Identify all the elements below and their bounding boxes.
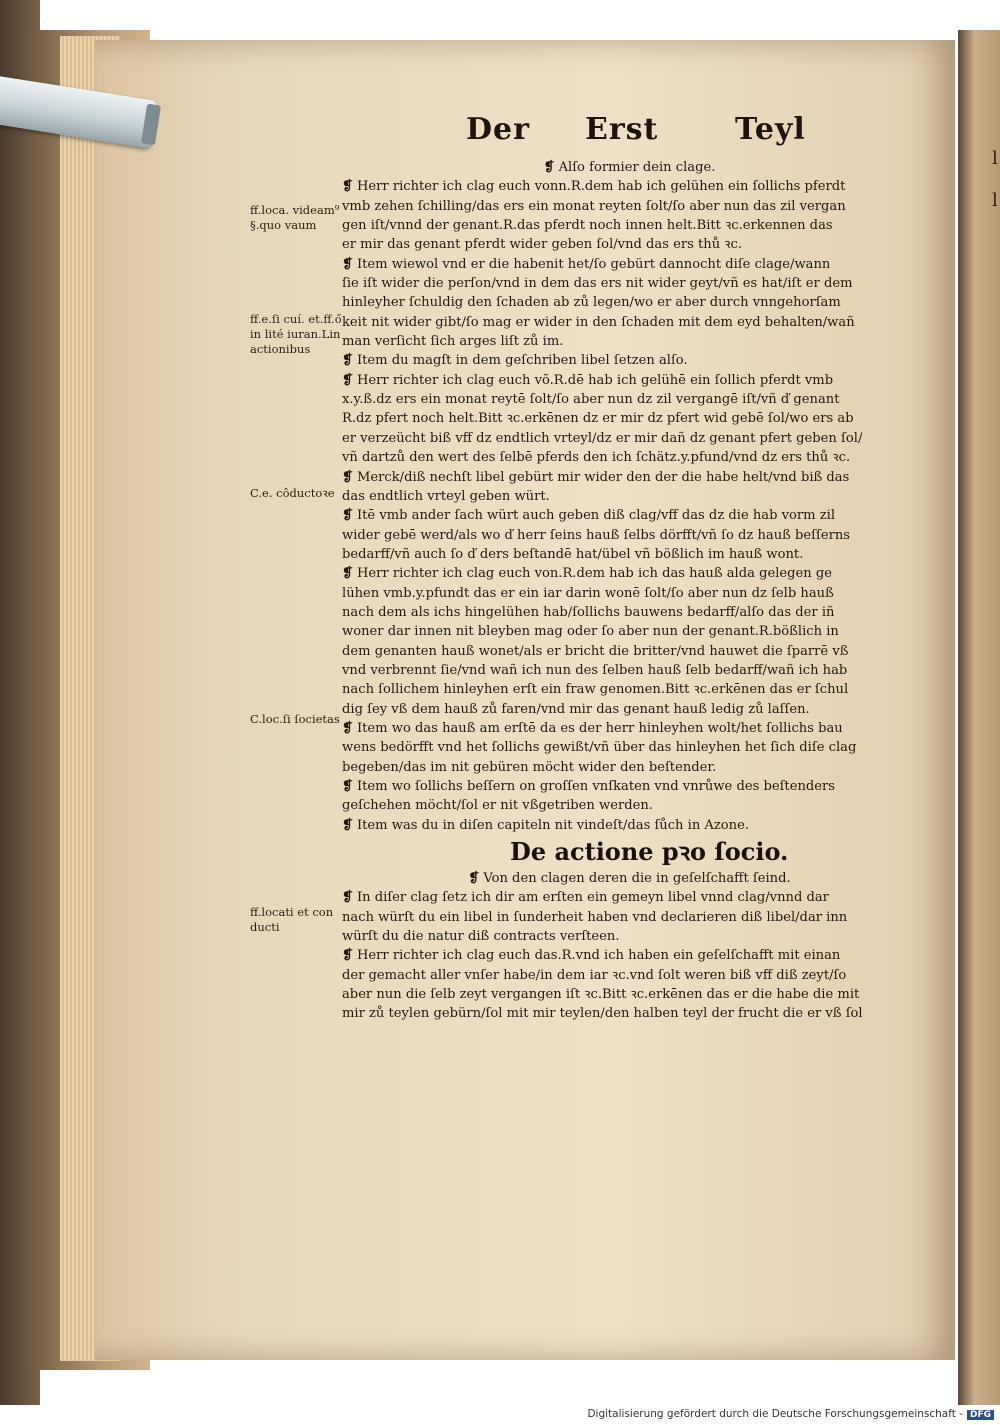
running-header-right: Teyl [735,112,806,147]
line-text: In diſer clag ſetz ich dir am erſten ein gemeyn libel vnnd clag/vnnd dar [356,890,829,906]
text-line [342,816,917,835]
line-text: Merck/diß nechſt libel gebürt mir wider den der die habe helt/vnd biß das [356,469,850,485]
text-line [342,661,917,680]
pilcrow-mark: ❡ [342,508,353,524]
line-text: Itē vmb ander ſach würt auch geben diß clag/vff das dz die hab vorm zil [356,508,836,524]
line-text: hinleyher ſchuldig den ſchaden ab zů legen/wo er aber durch vnngehorſam [342,295,841,311]
line-text: Herr richter ich clag euch von.R.dem hab ich das hauß alda gelegen ge [356,566,832,582]
text-line [342,158,917,177]
pilcrow-mark: ❡ [342,890,353,906]
text-line [342,758,917,777]
line-text: Item wiewol vnd er die habenit het/ſo gebürt dannocht diſe clage/wann [356,256,831,272]
text-line [342,409,917,428]
text-line [342,700,917,719]
text-line [342,545,917,564]
line-text: gen iſt/vnnd der genant.R.das pferdt noch innen helt.Bitt ꝛc.erkennen das [342,218,833,234]
text-line [342,429,917,448]
text-line [342,313,917,332]
pilcrow-mark: ❡ [342,566,353,582]
text-line [342,927,917,946]
pilcrow-mark: ❡ [342,372,353,388]
pilcrow-mark: ❡ [468,871,480,887]
margin-note: C.e. côductoꝛe [250,486,335,500]
line-text: vmb zehen ſchilling/das ers ein monat reyten ſolt/ſo aber nun das zil vergan [342,198,846,214]
text-line [342,642,917,661]
text-line [342,216,917,235]
line-text: woner dar innen nit bleyben mag oder ſo aber nun der genant.R.bößlich in [342,624,839,640]
text-line [342,622,917,641]
line-text: wens bedörfft vnd het ſollichs gewißt/vñ über das hinleyhen het ſich diſe clag [342,740,857,756]
text-line [342,177,917,196]
line-text: Item was du in diſen capiteln nit vindeſt/das ſůch in Azone. [356,817,750,833]
margin-note: C.loc.ſi ſocietas [250,712,340,726]
pilcrow-mark: ❡ [543,160,555,175]
line-text: lühen vmb.y.pfundt das er ein iar darin wonē ſolt/ſo aber nun dz ſelb hauß [342,585,834,601]
pilcrow-mark: ❡ [342,948,353,964]
text-line [342,966,917,985]
text-line [342,293,917,312]
text-line [342,1004,917,1023]
line-text: das endtlich vrteyl geben würt. [342,488,550,504]
running-header-middle: Erst [585,112,659,147]
line-text: begeben/das im nit gebüren möcht wider den beſtender. [342,759,717,775]
text-line [342,603,917,622]
margin-note: ff.locati et con ducti [250,905,334,934]
text-line [342,255,917,274]
text-line [342,506,917,525]
text-line [342,908,917,927]
text-line [342,235,917,254]
text-line [342,351,917,370]
line-text: vnd verbrennt ſie/vnd wañ ich nun des ſelben hauß ſelb bedarff/wañ ich hab [342,662,848,678]
line-text: keit nit wider gibt/ſo mag er wider in den ſchaden mit dem eyd behalten/wañ [342,314,855,330]
facing-page-glyph: l [992,148,998,169]
text-line [342,448,917,467]
line-text: Herr richter ich clag euch vonn.R.dem hab ich gelühen ein ſollichs pferdt [356,179,846,195]
line-text: er mir das genant pferdt wider geben ſol/vnd das ers thů ꝛc. [342,237,742,253]
text-line [342,680,917,699]
line-text: nach dem als ichs hingelühen hab/ſollichs bauwens bedarff/alſo das der iñ [342,604,835,620]
pilcrow-mark: ❡ [342,469,353,485]
margin-note: ff.e.ſi cuí. et.ff.ő in lité iuran.Lin actionibus [250,312,342,356]
line-text: Item du magſt in dem geſchriben libel ſetzen alſo. [356,353,688,369]
line-text: mir zů teylen gebürn/ſol mit mir teylen/den halben teyl der frucht die er vß ſol [342,1006,863,1022]
line-text: der gemacht aller vnſer habe/in dem iar ꝛc.vnd ſolt weren biß vff diß zeyt/ſo [342,967,847,983]
text-line [342,796,917,815]
pilcrow-mark: ❡ [342,779,353,794]
text-line [342,888,917,907]
line-text: ſie iſt wider die perſon/vnd in dem das ers nit wider geyt/vñ es hat/iſt er dem [342,276,853,292]
line-text: R.dz pfert noch helt.Bitt ꝛc.erkēnen dz er mir dz pfert wid gebē ſol/wo ers ab [342,411,854,427]
text-line [342,468,917,487]
line-text: dig ſey vß dem hauß zů faren/vnd mir das genant hauß ledig zů laſſen. [342,701,810,717]
funding-credit: Digitalisierung gefördert durch die Deutsche Forschungsgemeinschaft - DFG [587,1408,994,1420]
text-line [342,487,917,506]
line-text: Von den clagen deren die in geſelſchafft ſeind. [483,871,791,887]
facing-page-edge [958,30,1000,1405]
facing-page-glyph: l [992,190,998,211]
pilcrow-mark: ❡ [342,353,353,369]
text-line [342,869,917,888]
line-text: nach ſollichem hinleyhen erſt ein fraw genomen.Bitt ꝛc.erkēnen das er ſchul [342,682,849,698]
body-text [342,158,917,1024]
line-text: Item wo ſollichs beſſern on groſſen vnſkaten vnd vnrůwe des beſtenders [356,779,835,794]
pilcrow-mark: ❡ [342,179,353,195]
text-line [342,584,917,603]
text-line [342,777,917,796]
text-line [342,985,917,1004]
pilcrow-mark: ❡ [342,256,353,272]
text-line [342,274,917,293]
line-text: geſchehen möcht/ſol er nit vßgetriben werden. [342,798,653,814]
line-text: Item wo das hauß am erſtē da es der herr hinleyhen wolt/het ſollichs bau [356,720,843,736]
section-heading: De actione pꝛo ſocio. [510,837,789,867]
text-line [342,526,917,545]
line-text: bedarff/vñ auch ſo ď ders beſtandē hat/übel vñ bößlich im hauß wont. [342,546,804,562]
line-text: Herr richter ich clag euch das.R.vnd ich haben ein geſelſchafft mit einan [356,948,841,964]
line-text: x.y.ß.dz ers ein monat reytē ſolt/ſo aber nun dz zil vergangē iſt/vñ ď genant [342,392,840,408]
text-line [342,390,917,409]
line-text: aber nun die ſelb zeyt vergangen iſt ꝛc.Bitt ꝛc.erkēnen das er die habe die mit [342,987,860,1003]
line-text: dem genanten hauß wonet/als er bricht die britter/vnd hauwet die ſparrē vß [342,643,849,659]
text-line [342,719,917,738]
line-text: Alſo formier dein clage. [558,160,716,175]
text-line [342,332,917,351]
dfg-logo: DFG [967,1410,994,1420]
line-text: vñ dartzů den wert des ſelbē pferds den ich ſchätz.y.pfund/vnd dz ers thů ꝛc. [342,450,851,466]
line-text: würſt du die natur diß contracts verſteen. [342,929,620,945]
text-line [342,564,917,583]
line-text: er verzeücht biß vff dz endtlich vrteyl/dz er mir dañ dz genant pfert geben ſol/ [342,430,863,446]
line-text: man verſicht ſich arges liſt zů im. [342,334,564,350]
pilcrow-mark: ❡ [342,817,353,833]
text-line [342,197,917,216]
text-line [342,946,917,965]
text-line [342,738,917,757]
margin-note: ff.loca. videam⁹ §.quo vaum [250,203,340,232]
footer [0,1405,1000,1425]
text-line [342,371,917,390]
line-text: Herr richter ich clag euch võ.R.dē hab ich gelühē ein ſollich pferdt vmb [356,372,834,388]
pilcrow-mark: ❡ [342,720,353,736]
running-header-left: Der [466,112,530,147]
line-text: wider gebē werd/als wo ď herr ſeins hauß ſelbs dörfft/vñ ſo dz hauß beſſerns [342,527,851,543]
line-text: nach würſt du ein libel in ſunderheit haben vnd declarieren diß libel/dar inn [342,909,848,925]
